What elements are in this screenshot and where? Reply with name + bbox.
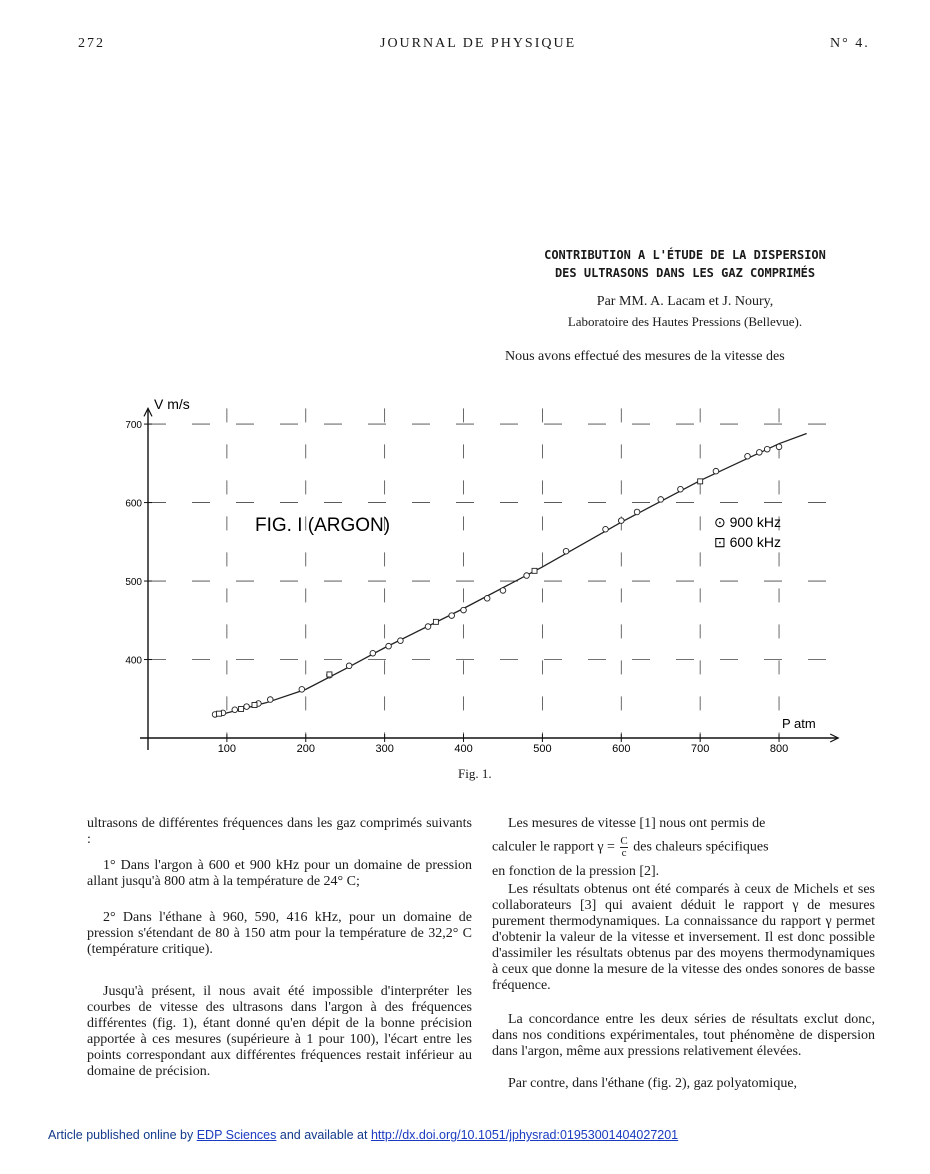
figure-caption: Fig. 1.	[458, 766, 492, 781]
x-tick-label: 700	[690, 743, 710, 755]
chart-title: FIG. I (ARGON)	[255, 515, 391, 536]
x-tick-label: 600	[612, 743, 631, 755]
y-tick-label: 500	[125, 577, 142, 589]
y-tick-label: 600	[125, 498, 142, 510]
data-point-900khz	[232, 707, 238, 713]
gamma-ratio-text: calculer le rapport γ =	[492, 839, 615, 855]
legend-entry-900: ⊙ 900 kHz	[714, 514, 781, 530]
data-point-900khz	[524, 573, 530, 579]
fitted-curve	[215, 433, 807, 716]
data-point-900khz	[267, 697, 273, 703]
data-point-600khz	[433, 619, 438, 624]
data-point-900khz	[563, 548, 569, 554]
legend-entry-600: ⊡ 600 kHz	[714, 534, 781, 550]
data-point-600khz	[532, 568, 537, 573]
left-paragraph-2: 1° Dans l'argon à 600 et 900 kHz pour un domaine de pression allant jusqu'à 800 atm à la température de 24° C;	[87, 858, 472, 889]
data-point-900khz	[634, 509, 640, 515]
article-intro: Nous avons effectué des mesures de la vitesse des	[505, 349, 785, 364]
article-authors: Par MM. A. Lacam et J. Noury,	[596, 294, 774, 309]
specific-heats-text: des chaleurs spécifiques	[633, 839, 769, 855]
right-paragraph-4: Par contre, dans l'éthane (fig. 2), gaz polyatomique,	[508, 1076, 798, 1091]
y-tick-label: 400	[125, 655, 142, 667]
data-point-600khz	[698, 479, 703, 484]
data-point-600khz	[239, 706, 244, 711]
fraction-numerator: C	[620, 835, 628, 847]
data-point-900khz	[425, 624, 431, 630]
x-axis-label: P atm	[782, 716, 816, 731]
data-point-900khz	[299, 687, 305, 693]
data-point-900khz	[618, 518, 624, 524]
data-point-900khz	[658, 497, 664, 503]
right-paragraph-2: Les résultats obtenus ont été comparés à ceux de Michels et ses collaborateurs [3] qui avaient déduit le rapport γ de mesures purement thermodynamiques. La connaissance du rapport γ permet d'obtenir la valeur de la vitesse et inversement. Il est donc possible d'assimiler les résultats obtenus par des moyens thermodynamiques à ceux que donne la mesure de la vitesse des ondes sonores de basse fréquence.	[492, 882, 875, 993]
chart-curve-layer	[215, 433, 807, 716]
data-point-600khz	[252, 703, 257, 708]
data-point-900khz	[398, 638, 404, 644]
footer-prefix: Article published online by	[48, 1128, 194, 1142]
data-point-900khz	[757, 450, 763, 456]
article-title-line2: DES ULTRASONS DANS LES GAZ COMPRIMÉS	[554, 266, 816, 280]
right-paragraph-1a: Les mesures de vitesse [1] nous ont permis de	[508, 816, 766, 831]
data-point-900khz	[776, 444, 782, 450]
x-tick-label: 100	[217, 743, 237, 755]
x-tick-label: 500	[533, 743, 552, 755]
argon-velocity-chart	[100, 385, 840, 760]
article-lab: Laboratoire des Hautes Pressions (Bellevue).	[567, 314, 803, 329]
right-paragraph-3: La concordance entre les deux séries de résultats exclut donc, dans nos conditions expérimentales, tout phénomène de dispersion dans l'argon, même aux pressions relativement élevées.	[492, 1012, 875, 1059]
data-point-900khz	[764, 446, 770, 452]
data-point-900khz	[386, 643, 392, 649]
footer-middle: and available at	[279, 1128, 368, 1142]
publisher-link[interactable]: EDP Sciences	[196, 1128, 277, 1142]
fraction-denominator: c	[621, 847, 627, 859]
data-point-900khz	[461, 607, 467, 613]
data-point-900khz	[745, 453, 751, 459]
issue-number: N° 4.	[830, 36, 870, 51]
page-number: 272	[78, 36, 105, 51]
data-point-900khz	[713, 468, 719, 474]
left-paragraph-3: 2° Dans l'éthane à 960, 590, 416 kHz, pour un domaine de pression s'étendant de 80 à 150 atm pour la température de 32,2° C (température critique).	[87, 910, 472, 957]
data-point-900khz	[346, 663, 352, 669]
x-tick-label: 400	[454, 743, 473, 755]
x-tick-label: 300	[375, 743, 394, 755]
article-title-line1: CONTRIBUTION A L'ÉTUDE DE LA DISPERSION	[544, 248, 826, 262]
chart-axes	[125, 408, 838, 755]
chart-grid	[148, 408, 826, 738]
data-point-900khz	[484, 596, 490, 602]
data-point-900khz	[500, 588, 506, 594]
journal-title: JOURNAL DE PHYSIQUE	[380, 36, 577, 51]
right-paragraph-1b	[492, 836, 875, 859]
data-point-900khz	[603, 526, 609, 532]
data-point-900khz	[678, 486, 684, 492]
y-axis-label: V m/s	[154, 396, 190, 412]
data-point-900khz	[370, 650, 376, 656]
footer-line	[48, 1128, 678, 1142]
left-paragraph-1: ultrasons de différentes fréquences dans les gaz comprimés suivants :	[87, 816, 472, 847]
data-point-900khz	[244, 704, 250, 710]
left-paragraph-4: Jusqu'à présent, il nous avait été impossible d'interpréter les courbes de vitesse des ultrasons dans l'argon à des fréquences différentes (fig. 1), étant donné qu'en dépit de la bonne précision apportée à ces mesures (supérieure à 1 pour 100), l'écart entre les points correspondant aux différentes fréquences restait inférieur au domaine de précision.	[87, 984, 472, 1079]
y-tick-label: 700	[125, 420, 142, 432]
x-tick-label: 200	[296, 743, 315, 755]
doi-link[interactable]: http://dx.doi.org/10.1051/jphysrad:01953001404027201	[370, 1128, 679, 1142]
data-point-600khz	[216, 711, 221, 716]
right-paragraph-1d: en fonction de la pression [2].	[492, 864, 660, 879]
data-point-600khz	[327, 672, 332, 677]
gamma-fraction	[620, 836, 627, 859]
data-point-900khz	[449, 613, 455, 619]
x-tick-label: 800	[769, 743, 789, 755]
